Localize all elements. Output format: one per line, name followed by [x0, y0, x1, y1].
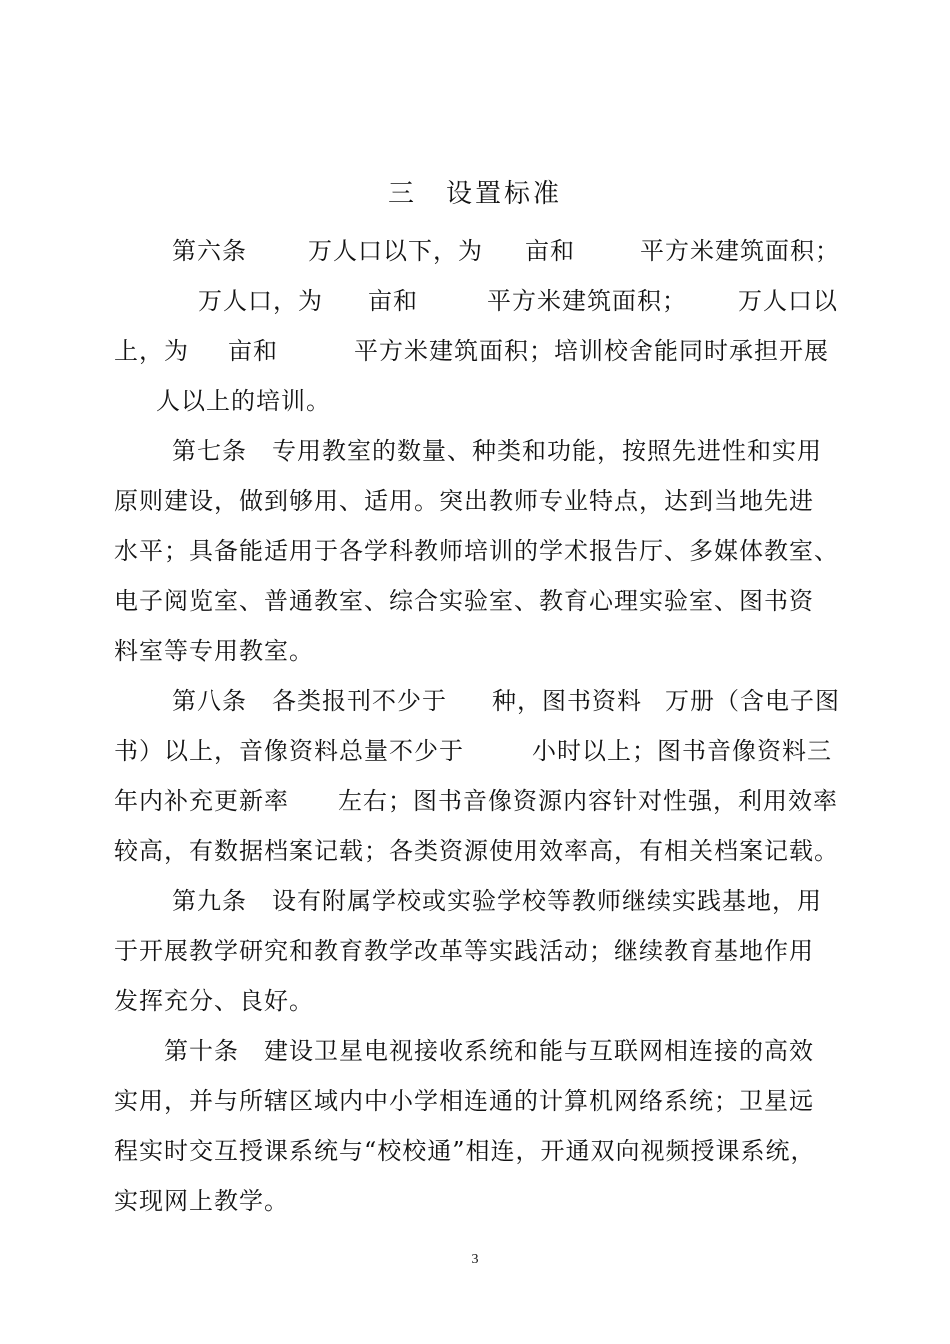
article6-text: 平方米建筑面积； — [640, 237, 840, 265]
article7-line-4 — [0, 576, 950, 626]
article9-line-1 — [0, 876, 950, 926]
article8-line-2 — [0, 726, 950, 776]
article6-text: 亩和 — [525, 237, 575, 265]
article8-text: 左右；图书音像资源内容针对性强，利用效率 — [338, 787, 838, 815]
article6-text: 平方米建筑面积；培训校舍能同时承担开展 — [354, 337, 829, 365]
article7-text: 料室等专用教室。 — [114, 637, 314, 665]
article6-text: 万人口以下，为 — [308, 237, 483, 265]
article8-text: 小时以上；图书音像资料三 — [532, 737, 832, 765]
article6-text: 人以上的培训。 — [156, 387, 331, 415]
article9-line-2 — [0, 926, 950, 976]
article7-text: 第七条 专用教室的数量、种类和功能，按照先进性和实用 — [172, 437, 822, 465]
article8-text: 万册（含电子图 — [665, 687, 840, 715]
article8-text: 第八条 各类报刊不少于 — [172, 687, 447, 715]
article6-text: 万人口以 — [738, 287, 838, 315]
article7-line-3 — [0, 526, 950, 576]
article9-line-3 — [0, 976, 950, 1026]
page-number: 3 — [471, 1252, 479, 1267]
article6-text: 亩和 — [228, 337, 278, 365]
article8-text: 年内补充更新率 — [114, 787, 289, 815]
article6-line-2 — [0, 276, 950, 326]
article7-text: 原则建设，做到够用、适用。突出教师专业特点，达到当地先进 — [114, 487, 814, 515]
article10-text: 实现网上教学。 — [114, 1187, 289, 1215]
article10-line-2 — [0, 1076, 950, 1126]
article7-text: 水平；具备能适用于各学科教师培训的学术报告厅、多媒体教室、 — [114, 537, 839, 565]
article9-text: 发挥充分、良好。 — [114, 987, 314, 1015]
article10-text: 实用，并与所辖区域内中小学相连通的计算机网络系统；卫星远 — [114, 1087, 814, 1115]
article8-line-4 — [0, 826, 950, 876]
article9-text: 于开展教学研究和教育教学改革等实践活动；继续教育基地作用 — [114, 937, 814, 965]
article6-line-1 — [0, 226, 950, 276]
article6-line-4 — [0, 376, 950, 426]
article10-line-3 — [0, 1126, 950, 1176]
article6-text: 上，为 — [114, 337, 189, 365]
article7-line-1 — [0, 426, 950, 476]
article8-text: 书）以上，音像资料总量不少于 — [114, 737, 464, 765]
article6-text: 万人口，为 — [198, 287, 323, 315]
article6-text: 平方米建筑面积； — [487, 287, 687, 315]
article8-line-1 — [0, 676, 950, 726]
article10-line-1 — [0, 1026, 950, 1076]
article8-text: 较高，有数据档案记载；各类资源使用效率高，有相关档案记载。 — [114, 837, 839, 865]
article7-text: 电子阅览室、普通教室、综合实验室、教育心理实验室、图书资 — [114, 587, 814, 615]
section-title: 三 设置标准 — [387, 179, 562, 209]
article8-line-3 — [0, 776, 950, 826]
article6-line-3 — [0, 326, 950, 376]
article10-text: 程实时交互授课系统与“校校通”相连，开通双向视频授课系统， — [114, 1137, 816, 1165]
article8-text: 种，图书资料 — [492, 687, 642, 715]
article9-text: 第九条 设有附属学校或实验学校等教师继续实践基地，用 — [172, 887, 822, 915]
article10-line-4 — [0, 1176, 950, 1226]
article6-text: 亩和 — [368, 287, 418, 315]
article7-line-5 — [0, 626, 950, 676]
article10-text: 第十条 建设卫星电视接收系统和能与互联网相连接的高效 — [164, 1037, 814, 1065]
article7-line-2 — [0, 476, 950, 526]
article6-label: 第六条 — [172, 237, 247, 265]
